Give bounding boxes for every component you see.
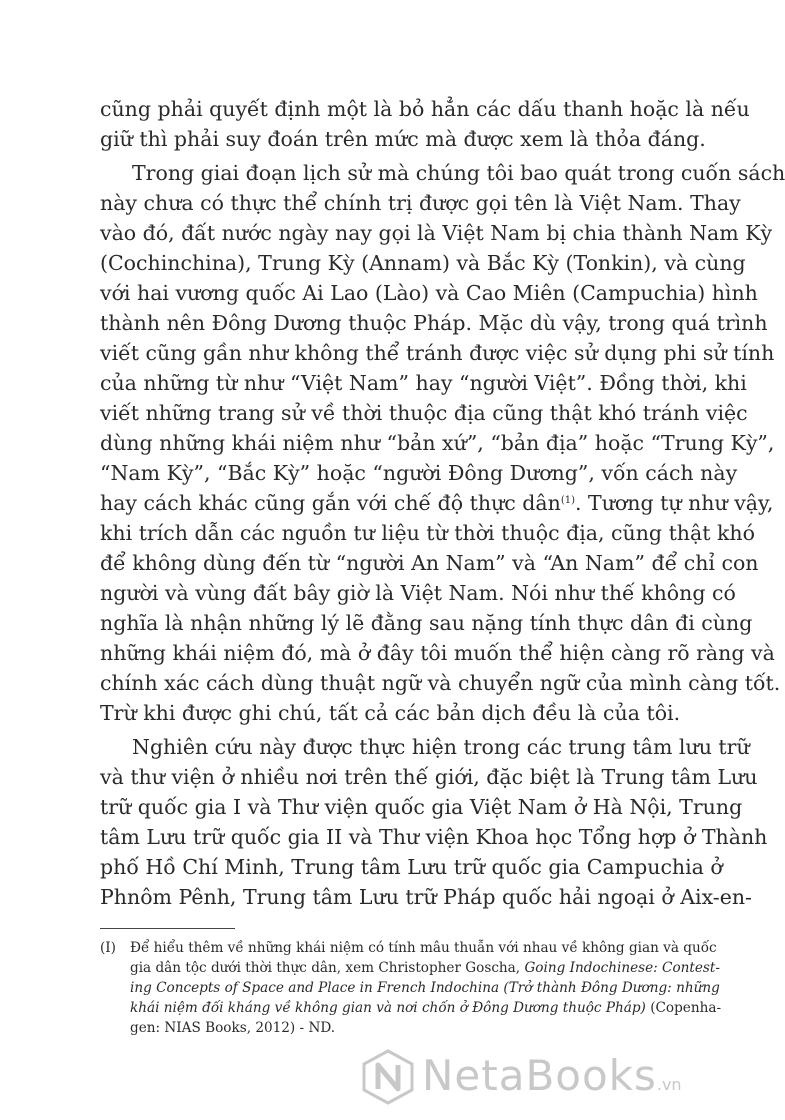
- footnote-text: (Copenha-: [645, 1000, 722, 1016]
- watermark-text: [422, 1051, 682, 1110]
- body-line: Trong giai đoạn lịch sử mà chúng tôi bao quát trong cuốn sách: [132, 161, 785, 185]
- body-line-with-footnote: [100, 488, 774, 518]
- body-line: trữ quốc gia I và Thư viện quốc gia Việt Nam ở Hà Nội, Trung: [100, 795, 743, 819]
- body-line: những khái niệm đó, mà ở đây tôi muốn thể hiện càng rõ ràng và: [100, 641, 775, 665]
- body-line-text: hay cách khác cũng gắn với chế độ thực dân: [100, 491, 561, 515]
- body-line: người và vùng đất bây giờ là Việt Nam. Nói như thế không có: [100, 581, 736, 605]
- body-line: với hai vương quốc Ai Lao (Lào) và Cao Miên (Campuchia) hình: [100, 281, 758, 305]
- footnote-divider: [100, 928, 235, 929]
- body-line-text: . Tương tự như vậy,: [575, 491, 774, 515]
- netabooks-logo-icon: [362, 1049, 414, 1105]
- body-line: phố Hồ Chí Minh, Trung tâm Lưu trữ quốc gia Campuchia ở: [100, 855, 723, 879]
- body-line: vào đó, đất nước ngày nay gọi là Việt Nam bị chia thành Nam Kỳ: [100, 221, 773, 245]
- body-line: Nghiên cứu này được thực hiện trong các trung tâm lưu trữ: [132, 735, 750, 759]
- body-line: của những từ như “Việt Nam” hay “người Việt”. Đồng thời, khi: [100, 371, 747, 395]
- footnote-book-title: Going Indochinese: Contest-: [524, 960, 720, 976]
- footnote-line: [130, 979, 720, 998]
- body-line: dùng những khái niệm như “bản xứ”, “bản địa” hoặc “Trung Kỳ”,: [100, 431, 775, 455]
- netabooks-watermark: [362, 1045, 692, 1109]
- body-line: để không dùng đến từ “người An Nam” và “An Nam” để chỉ con: [100, 551, 759, 575]
- body-line: chính xác cách dùng thuật ngữ và chuyển ngữ của mình càng tốt.: [100, 671, 781, 695]
- body-line: giữ thì phải suy đoán trên mức mà được xem là thỏa đáng.: [100, 127, 706, 151]
- footnote-line: Để hiểu thêm về những khái niệm có tính mâu thuẫn với nhau về không gian và quốc: [130, 940, 717, 956]
- watermark-brand: NetaBooks: [422, 1051, 657, 1100]
- body-line: cũng phải quyết định một là bỏ hẳn các dấu thanh hoặc là nếu: [100, 97, 750, 121]
- body-line: “Nam Kỳ”, “Bắc Kỳ” hoặc “người Đông Dương”, vốn cách này: [100, 461, 738, 485]
- footnote-line: [130, 999, 722, 1018]
- footnote-line: [130, 959, 720, 978]
- body-line: nghĩa là nhận những lý lẽ đằng sau nặng tính thực dân đi cùng: [100, 611, 753, 635]
- footnote-marker: (1): [560, 495, 576, 506]
- body-line: Trừ khi được ghi chú, tất cả các bản dịch đều là của tôi.: [100, 701, 681, 725]
- body-line: (Cochinchina), Trung Kỳ (Annam) và Bắc Kỳ (Tonkin), và cùng: [100, 251, 746, 275]
- body-line: viết những trang sử về thời thuộc địa cũng thật khó tránh việc: [100, 401, 748, 425]
- footnote-book-title: khái niệm đối kháng về không gian và nơi chốn ở Đông Dương thuộc Pháp): [130, 1000, 646, 1016]
- body-line: này chưa có thực thể chính trị được gọi tên là Việt Nam. Thay: [100, 191, 741, 215]
- body-line: khi trích dẫn các nguồn tư liệu từ thời thuộc địa, cũng thật khó: [100, 521, 755, 545]
- body-line: viết cũng gần như không thể tránh được việc sử dụng phi sử tính: [100, 341, 775, 365]
- body-line: và thư viện ở nhiều nơi trên thế giới, đặc biệt là Trung tâm Lưu: [100, 765, 758, 789]
- footnote-line: gen: NIAS Books, 2012) - ND.: [130, 1020, 336, 1036]
- footnote-text: gia dân tộc dưới thời thực dân, xem Christopher Goscha,: [130, 960, 525, 976]
- body-line: tâm Lưu trữ quốc gia II và Thư viện Khoa học Tổng hợp ở Thành: [100, 825, 768, 849]
- body-line: thành nên Đông Dương thuộc Pháp. Mặc dù vậy, trong quá trình: [100, 311, 768, 335]
- body-line: Phnôm Pênh, Trung tâm Lưu trữ Pháp quốc hải ngoại ở Aix-en-: [100, 885, 752, 909]
- footnote-book-title: ing Concepts of Space and Place in French Indochina (Trở thành Đông Dương: những: [130, 980, 720, 996]
- watermark-suffix: .vn: [656, 1075, 682, 1094]
- footnote-number: (I): [100, 940, 116, 956]
